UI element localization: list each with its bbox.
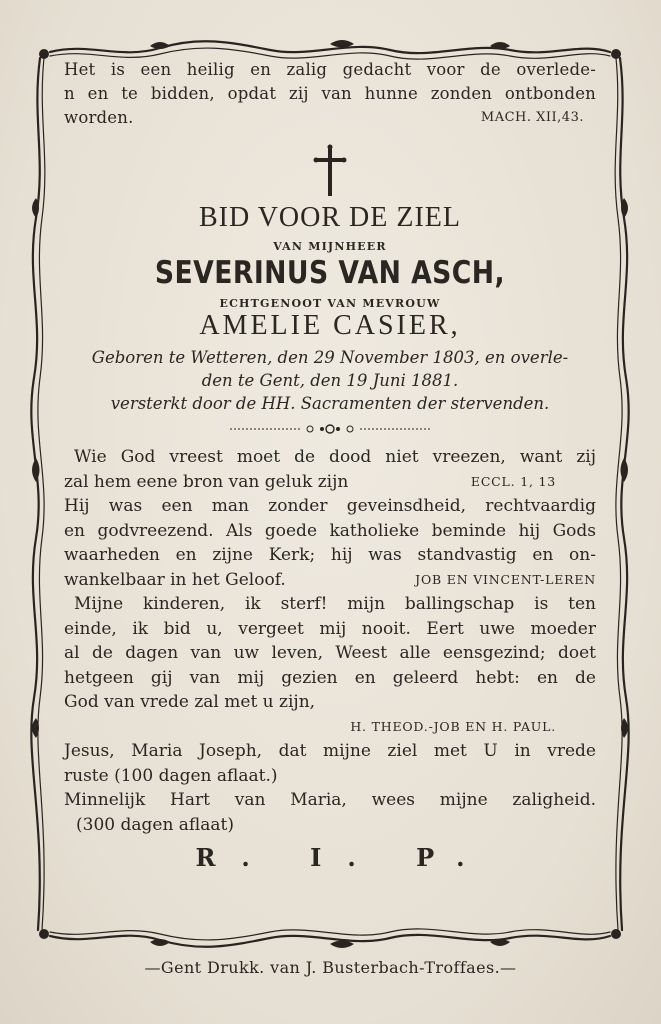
scripture-reference: JOB EN VINCENT-LEREN — [415, 571, 596, 587]
text-line: Wie God vreest moet de dood niet vreezen, want zij — [74, 447, 596, 467]
text-line: (300 dagen aflaat) — [76, 814, 235, 835]
text-line: al de dagen van uw leven, Weest alle eensgezind; doet — [64, 643, 596, 663]
rip-text: R. I. P. — [195, 843, 491, 872]
text-line: Mijne kinderen, ik sterf! mijn ballingschap is ten — [74, 594, 596, 614]
details-line: Geboren te Wetteren, den 29 November 1803, en overle- — [91, 348, 569, 367]
details-line: den te Gent, den 19 Juni 1881. — [201, 371, 459, 390]
details-line: versterkt door de HH. Sacramenten der stervenden. — [110, 394, 550, 413]
deceased-name: SEVERINUS VAN ASCH, — [154, 255, 506, 291]
text-line: hetgeen gij van mij gezien en geleerd hebt: en de — [64, 667, 596, 688]
van-mijnheer: VAN MIJNHEER — [273, 240, 387, 253]
life-details — [64, 346, 596, 415]
scripture-reference: H. THEOD.-JOB EN H. PAUL. — [350, 718, 556, 734]
memorial-text — [64, 445, 596, 837]
text-line: Hij was een man zonder geveinsdheid, rechtvaardig — [64, 496, 596, 516]
text-line: God van vrede zal met u zijn, — [64, 692, 316, 712]
epigraph-line: Het is een heilig en zalig gedacht voor de overlede- — [64, 60, 596, 79]
card-content — [64, 58, 596, 872]
divider-ornament-icon — [64, 421, 596, 437]
text-line: ruste (100 dagen aflaat.) — [64, 765, 278, 786]
epigraph-reference: MACH. XII,43. — [480, 110, 584, 125]
text-line: Minnelijk Hart van Maria, wees mijne zaligheid. — [64, 790, 596, 810]
text-line: zal hem eene bron van geluk zijn — [64, 471, 349, 492]
text-line: einde, ik bid u, vergeet mij nooit. Eert uwe moeder — [64, 618, 596, 639]
text-line: wankelbaar in het Geloof. — [64, 569, 286, 590]
spouse-name: AMELIE CASIER, — [199, 310, 461, 341]
epigraph-line: worden. — [64, 108, 134, 127]
scripture-reference: ECCL. 1, 13 — [470, 473, 556, 489]
printer-credit: —Gent Drukk. van J. Busterbach-Troffaes.— — [144, 958, 517, 977]
echtgenoot-line: ECHTGENOOT VAN MEVROUW — [219, 297, 441, 310]
heading: BID VOOR DE ZIEL — [198, 202, 461, 233]
text-line: Jesus, Maria Joseph, dat mijne ziel met U in vrede — [64, 741, 596, 761]
epigraph — [64, 58, 596, 130]
epigraph-line: n en te bidden, opdat zij van hunne zonden ontbonden — [64, 84, 596, 103]
text-line: en godvreezend. Als goede katholieke beminde hij Gods — [64, 520, 596, 541]
text-line: waarheden en zijne Kerk; hij was standvastig en on- — [64, 545, 596, 565]
latin-cross-icon — [64, 144, 596, 198]
